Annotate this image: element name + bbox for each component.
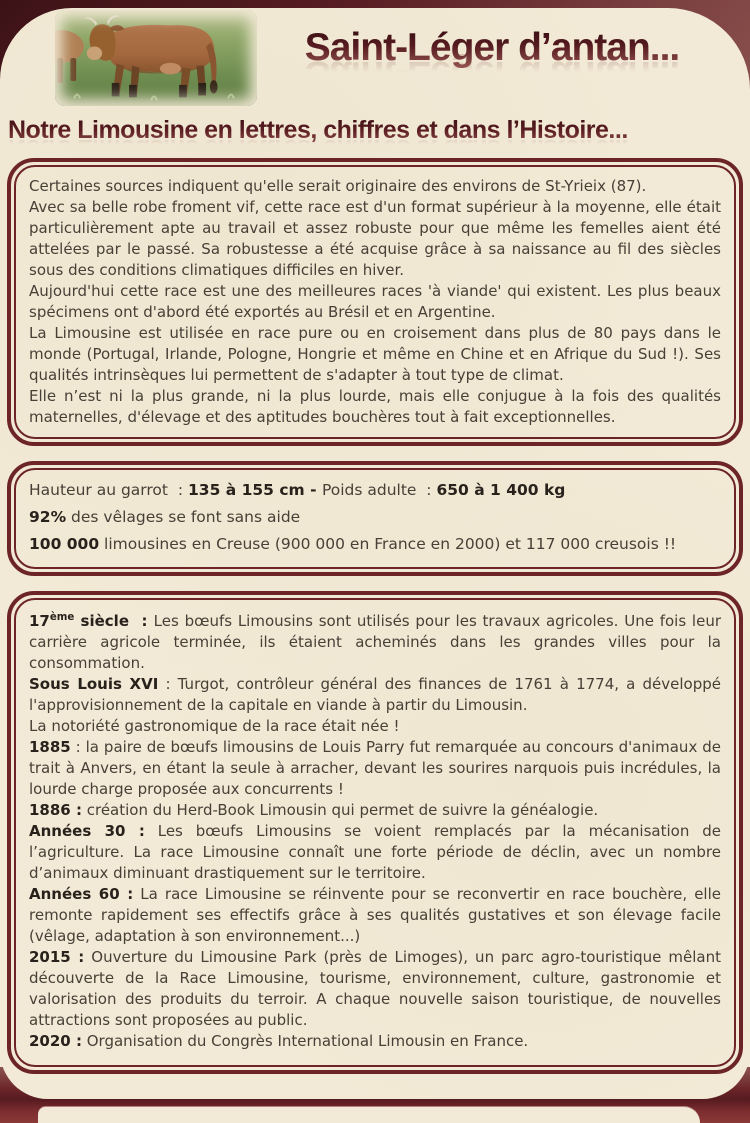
history-entry: Années 30 : Les bœufs Limousins se voient remplacés par la mécanisation de l’agriculture. La race Limousine connaît une forte période de déclin, avec un nombre d’animaux diminuant drastiquement sur le territoire. bbox=[29, 822, 721, 882]
stats-box-content bbox=[14, 468, 736, 569]
history-entry: La notoriété gastronomique de la race était née ! bbox=[29, 717, 400, 735]
page-title: Saint-Léger d’antan... bbox=[267, 26, 717, 70]
history-entry: Sous Louis XVI : Turgot, contrôleur général des finances de 1761 à 1774, a développé l'approvisionnement de la capitale en viande à partir du Limousin. bbox=[29, 675, 721, 714]
intro-paragraph: La Limousine est utilisée en race pure ou en croisement dans plus de 80 pays dans le monde (Portugal, Irlande, Pologne, Hongrie et même en Chine et en Afrique du Sud !). Ses qualités intrinsèques lui permettent de s'adapter à tout type de climat. bbox=[29, 324, 721, 384]
history-entry: 2020 : Organisation du Congrès International Limousin en France. bbox=[29, 1032, 529, 1050]
stat-line: 92% des vêlages se font sans aide bbox=[29, 508, 301, 526]
history-entry: 1886 : création du Herd-Book Limousin qui permet de suivre la généalogie. bbox=[29, 801, 599, 819]
stat-line: 100 000 limousines en Creuse (900 000 en France en 2000) et 117 000 creusois !! bbox=[29, 535, 677, 553]
intro-box bbox=[7, 158, 743, 446]
history-entry: 2015 : Ouverture du Limousine Park (près de Limoges), un parc agro-touristique mêlant découverte de la Race Limousine, tourisme, environnement, culture, gastronomie et valorisation des produits du terroir. A chaque nouvelle saison touristique, de nouvelles attractions sont proposées au public. bbox=[29, 948, 722, 1029]
intro-paragraph: Elle n’est ni la plus grande, ni la plus lourde, mais elle conjugue à la fois des qualités maternelles, d'élevage et des aptitudes bouchères tout à fait exceptionnelles. bbox=[29, 387, 721, 426]
page-subtitle: Notre Limousine en lettres, chiffres et dans l’Histoire... bbox=[8, 116, 743, 145]
history-entry: 17ème siècle : Les bœufs Limousins sont utilisés pour les travaux agricoles. Une fois leur carrière agricole terminée, ils étaient acheminés dans les grandes villes pour la consommation. bbox=[29, 612, 721, 672]
history-entry: Années 60 : La race Limousine se réinvente pour se reconvertir en race bouchère, elle remonte rapidement ses effectifs grâce à ses qualités gustatives et son élevage facile (vêlage, adaptation à son environnement...) bbox=[29, 885, 721, 945]
content-panel bbox=[0, 8, 750, 1099]
intro-paragraph: Avec sa belle robe froment vif, cette race est d'un format supérieur à la moyenne, elle était particulièrement apte au travail et assez robuste pour que même les femelles aient été attelées par le passé. Sa robustesse a été acquise grâce à sa naissance au fil des siècles sous des conditions climatiques difficiles en hiver. bbox=[29, 198, 721, 279]
history-box bbox=[7, 591, 743, 1074]
limousine-cow-illustration bbox=[55, 10, 257, 106]
history-entry: 1885 : la paire de bœufs limousins de Louis Parry fut remarquée au concours d'animaux de trait à Anvers, en étant la seule à arracher, devant les sourires narquois puis incrédules, la lourde charge proposée aux concurrents ! bbox=[29, 738, 721, 798]
intro-box-content bbox=[14, 165, 736, 439]
history-box-content bbox=[14, 598, 736, 1067]
intro-paragraph: Certaines sources indiquent qu'elle serait originaire des environs de St-Yrieix (87). bbox=[29, 177, 647, 195]
intro-paragraph: Aujourd'hui cette race est une des meilleures races 'à viande' qui existent. Les plus beaux spécimens ont d'abord été exportés au Brésil et en Argentine. bbox=[29, 282, 721, 321]
page-header bbox=[7, 8, 743, 112]
next-section-top bbox=[38, 1107, 700, 1123]
stats-box bbox=[7, 461, 743, 576]
stat-line: Hauteur au garrot : 135 à 155 cm - Poids adulte : 650 à 1 400 kg bbox=[29, 481, 566, 499]
cow-photo bbox=[55, 10, 257, 106]
